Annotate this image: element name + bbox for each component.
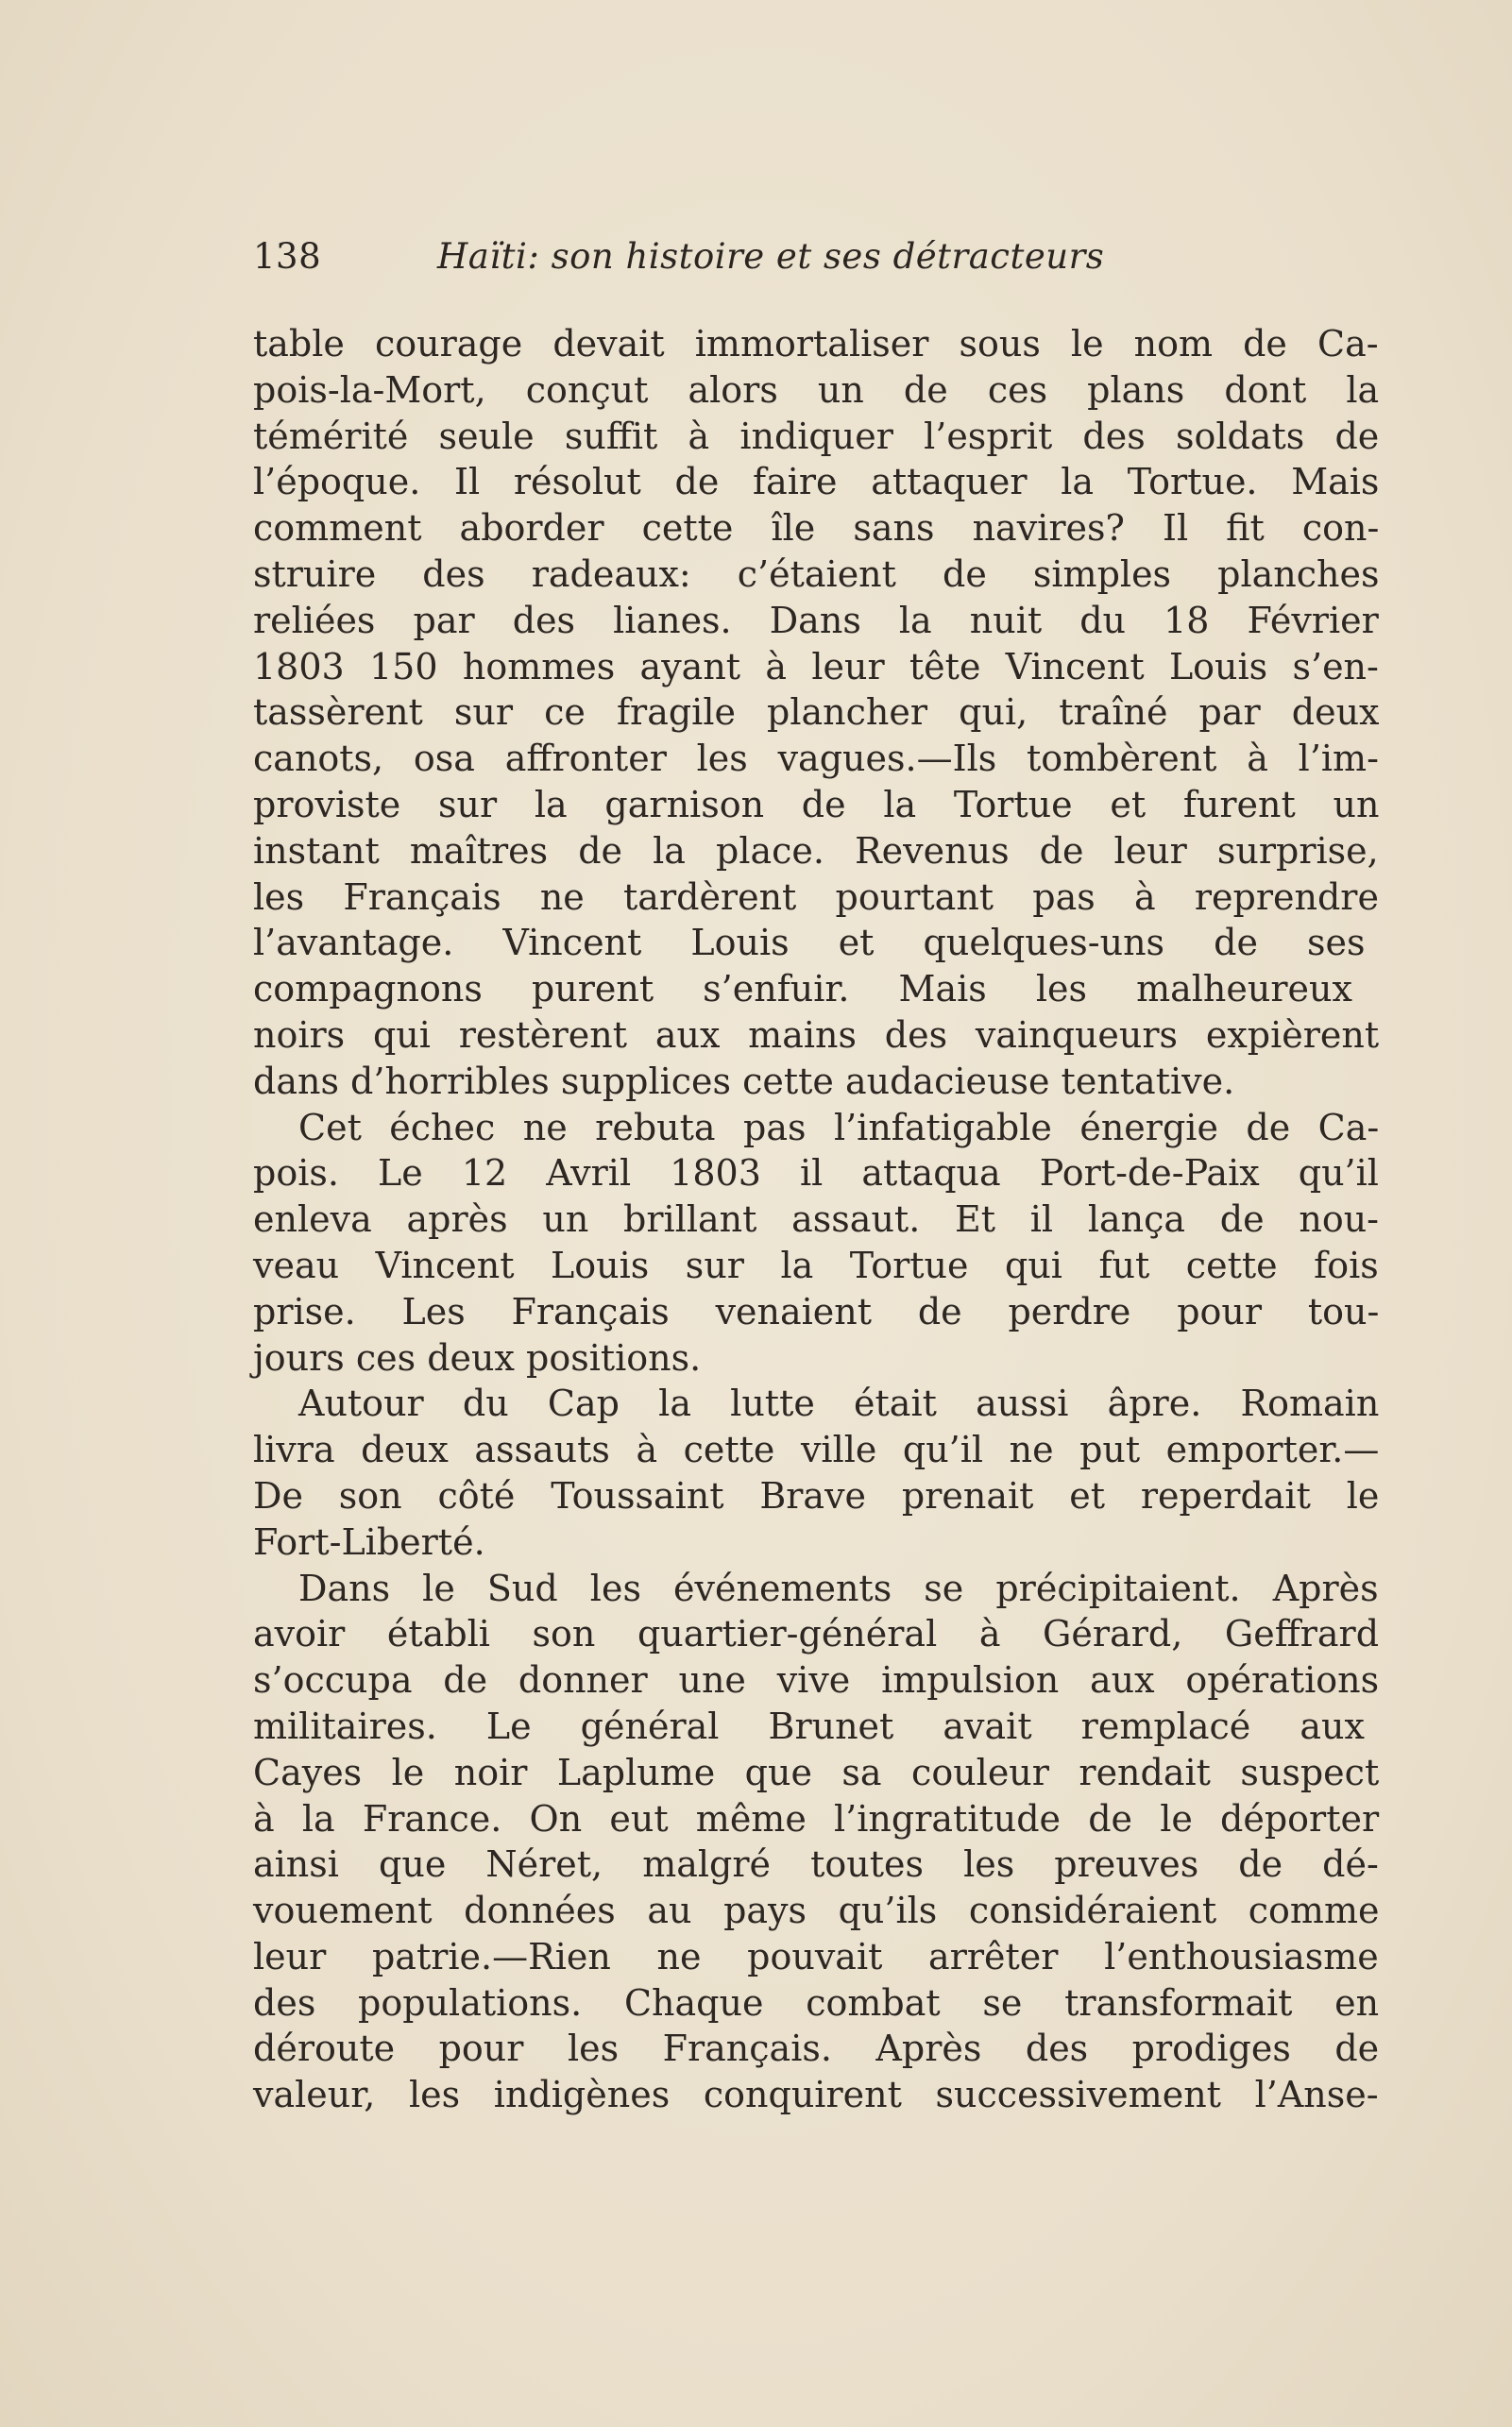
text-line: reliées par des lianes. Dans la nuit du 18 Février bbox=[253, 599, 1379, 641]
running-title: Haïti: son histoire et ses détracteurs bbox=[437, 236, 1105, 277]
text-line: noirs qui restèrent aux mains des vainqueurs expièrent bbox=[253, 1013, 1380, 1056]
text-line: comment aborder cette île sans navires? Il fit con- bbox=[253, 507, 1380, 550]
text-line: Autour du Cap la lutte était aussi âpre. Romain bbox=[298, 1383, 1380, 1425]
text-line: déroute pour les Français. Après des prodiges de bbox=[253, 2028, 1380, 2070]
text-line: Fort-Liberté. bbox=[253, 1520, 485, 1563]
text-line: table courage devait immortaliser sous le nom de Ca- bbox=[253, 323, 1379, 365]
text-line: dans d’horribles supplices cette audacieuse tentative. bbox=[253, 1060, 1235, 1102]
text-line: leur patrie.—Rien ne pouvait arrêter l’enthousiasme bbox=[253, 1935, 1379, 1977]
paragraph-2 bbox=[253, 1105, 1379, 1382]
text-line: les Français ne tardèrent pourtant pas à reprendre bbox=[253, 875, 1379, 918]
text-line: militaires. Le général Brunet avait remplacé aux bbox=[253, 1705, 1365, 1747]
text-line: De son côté Toussaint Brave prenait et reperdait le bbox=[253, 1474, 1380, 1517]
page-header bbox=[253, 234, 1198, 291]
text-line: struire des radeaux: c’étaient de simples planches bbox=[253, 552, 1380, 595]
text-line: instant maîtres de la place. Revenus de leur surprise, bbox=[253, 829, 1379, 872]
text-line: tassèrent sur ce fragile plancher qui, traîné par deux bbox=[253, 691, 1380, 734]
text-line: Cayes le noir Laplume que sa couleur rendait suspect bbox=[253, 1751, 1380, 1793]
text-line: canots, osa affronter les vagues.—Ils tombèrent à l’im- bbox=[253, 738, 1379, 780]
page-number: 138 bbox=[253, 236, 322, 277]
text-line: compagnons purent s’enfuir. Mais les malheureux bbox=[253, 968, 1352, 1010]
text-line: ainsi que Néret, malgré toutes les preuves de dé- bbox=[253, 1843, 1379, 1886]
paragraph-3 bbox=[253, 1381, 1379, 1565]
text-line: à la France. On eut même l’ingratitude de le déporter bbox=[253, 1797, 1380, 1840]
text-line: prise. Les Français venaient de perdre pour tou- bbox=[253, 1290, 1380, 1332]
paragraph-4 bbox=[253, 1566, 1379, 2119]
text-line: vouement données au pays qu’ils considéraient comme bbox=[253, 1890, 1380, 1932]
text-line: jours ces deux positions. bbox=[253, 1336, 702, 1379]
text-line: l’époque. Il résolut de faire attaquer la Tortue. Mais bbox=[253, 461, 1380, 503]
text-line: valeur, les indigènes conquirent successivement l’Anse- bbox=[253, 2074, 1379, 2116]
text-line: l’avantage. Vincent Louis et quelques-uns de ses bbox=[253, 922, 1366, 964]
text-line: pois-la-Mort, conçut alors un de ces plans dont la bbox=[253, 368, 1380, 411]
body-text bbox=[253, 321, 1379, 2118]
text-line: proviste sur la garnison de la Tortue et furent un bbox=[253, 783, 1380, 825]
text-line: 1803 150 hommes ayant à leur tête Vincent Louis s’en- bbox=[253, 645, 1379, 687]
text-line: veau Vincent Louis sur la Tortue qui fut cette fois bbox=[253, 1244, 1379, 1286]
text-line: pois. Le 12 Avril 1803 il attaqua Port-de-Paix qu’il bbox=[253, 1152, 1379, 1195]
paragraph-1 bbox=[253, 321, 1379, 1105]
text-line: s’occupa de donner une vive impulsion aux opérations bbox=[253, 1659, 1380, 1702]
text-line: des populations. Chaque combat se transformait en bbox=[253, 1981, 1380, 2024]
text-line: témérité seule suffit à indiquer l’esprit des soldats de bbox=[253, 415, 1380, 457]
text-line: enleva après un brillant assaut. Et il lança de nou- bbox=[253, 1198, 1380, 1241]
text-line: livra deux assauts à cette ville qu’il ne put emporter.— bbox=[253, 1429, 1380, 1471]
text-line: Dans le Sud les événements se précipitaient. Après bbox=[298, 1567, 1379, 1609]
text-line: Cet échec ne rebuta pas l’infatigable énergie de Ca- bbox=[298, 1106, 1380, 1148]
text-line: avoir établi son quartier-général à Gérard, Geffrard bbox=[253, 1613, 1380, 1655]
